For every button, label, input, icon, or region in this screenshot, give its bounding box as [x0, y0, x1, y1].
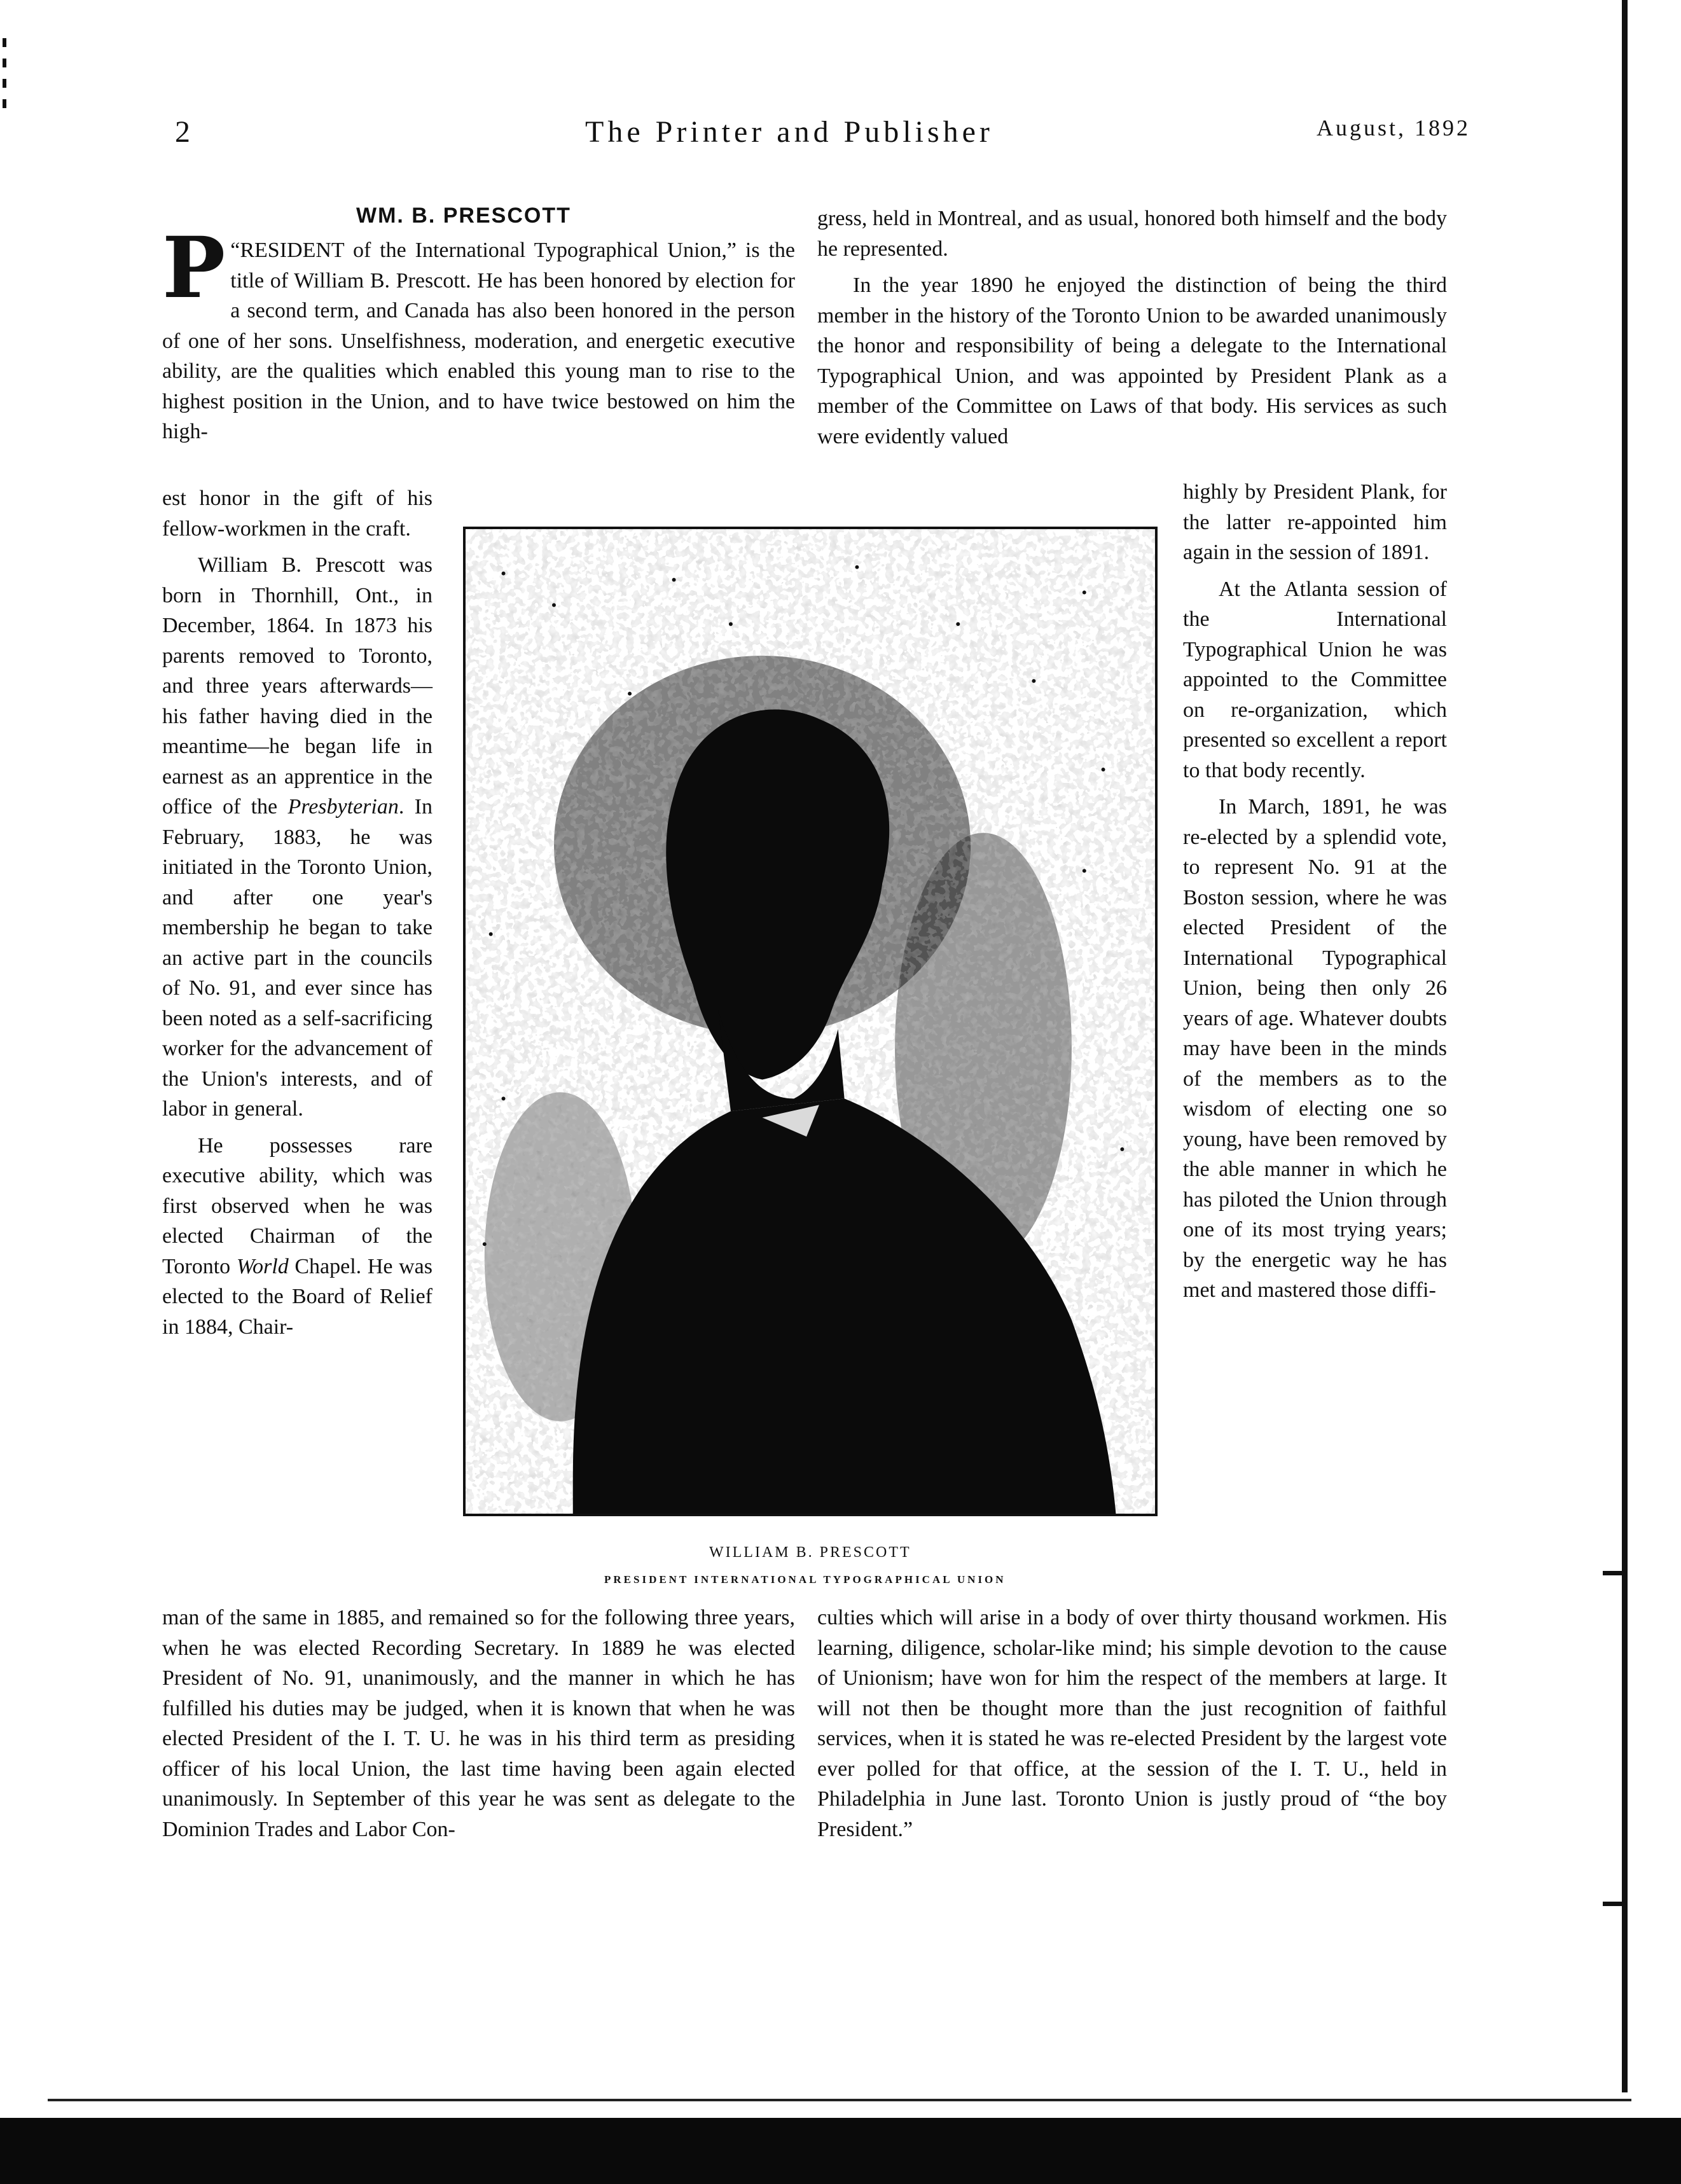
- scan-edge-tick: [1603, 1902, 1627, 1906]
- article-intro: [162, 219, 795, 447]
- paragraph: highly by President Plank, for the latter re-appointed him again in the session of 1891.: [1183, 480, 1447, 564]
- paragraph: He possesses rare executive ability, which was first observed when he was elected Chairman of the Toronto World Chapel. He was elected to the Board of Relief in 1884, Chair-: [162, 1133, 433, 1339]
- drop-cap: P: [162, 219, 226, 317]
- scan-bottom-band: [0, 2118, 1681, 2184]
- left-narrow-column: [162, 477, 432, 1342]
- scan-edge-rule: [1622, 0, 1628, 2092]
- paragraph: est honor in the gift of his fellow-workmen in the craft.: [162, 487, 432, 541]
- scan-margin-marks: [3, 38, 6, 114]
- publication-title: The Printer and Publisher: [585, 115, 993, 149]
- paragraph: At the Atlanta session of the International Typographical Union he was appointed to the Committee on re-organization, which presented so excellent a report to that body recently.: [1183, 577, 1447, 782]
- issue-date: August, 1892: [1317, 115, 1471, 141]
- portrait-photo: [463, 527, 1158, 1516]
- portrait-silhouette: [466, 529, 1155, 1514]
- paragraph: William B. Prescott was born in Thornhill, Ont., in December, 1864. In 1873 his parents removed to Toronto, and three years afterwards—his father having died in the meantime—he began life in earnest as an apprentice in the office of the Presbyterian. In February, 1883, he was initiated in the Toronto Union, and after one year's membership he began to take an active part in the councils of No. 91, and ever since has been noted as a self-sacrificing worker for the advancement of the Union's interests, and of labor in general.: [162, 553, 432, 1121]
- intro-text: “RESIDENT of the International Typographical Union,” is the title of William B. Prescott. He has been honored by election for a second term, and Canada has also been honored in the person of one of her sons. Unselfishness, moderation, and energetic executive ability, are the qualities which enabled this young man to rise to the highest position in the Union, and to have twice bestowed on him the high-: [162, 238, 795, 443]
- paragraph: In March, 1891, he was re-elected by a splendid vote, to represent No. 91 at the Boston session, where he was elected President of the International Typographical Union, being then only 26 years of age. Whatever doubts may have been in the minds of the members as to the wisdom of electing one so young, have been removed by the able manner in which he has piloted the Union through one of its most trying years; by the energetic way he has met and mastered those diffi-: [1183, 795, 1447, 1302]
- paragraph: gress, held in Montreal, and as usual, honored both himself and the body he represented.: [817, 207, 1447, 261]
- scan-edge-tick: [1603, 1571, 1627, 1575]
- right-bottom-column: culties which will arise in a body of over thirty thousand workmen. His learning, diligence, scholar-like mind; his simple devotion to the cause of Unionism; have won for him the respect of the members at large. It will not then be thought more than the just recognition of faithful services, when it is stated he was re-elected President by the largest vote ever polled for that office, at the session of the I. T. U., held in Philadelphia in June last. Toronto Union is justly proud of “the boy President.”: [817, 1606, 1447, 1841]
- right-top-column: [817, 204, 1447, 452]
- portrait-caption-name: WILLIAM B. PRESCOTT: [709, 1544, 911, 1561]
- article-title: WM. B. PRESCOTT: [356, 204, 571, 228]
- right-narrow-column: [1183, 477, 1447, 1306]
- scan-bottom-rule: [48, 2099, 1631, 2101]
- left-bottom-column: man of the same in 1885, and remained so for the following three years, when he was elected Recording Secretary. In 1889 he was elected President of No. 91, unanimously, and the manner in which he has fulfilled his duties may be judged, when it is known that when he was elected President of the I. T. U. he was in his third term as presiding officer of his local Union, the last time having been again elected unanimously. In September of this year he was sent as delegate to the Dominion Trades and Labor Con-: [162, 1606, 795, 1841]
- paragraph: In the year 1890 he enjoyed the distinction of being the third member in the history of the Toronto Union to be awarded unanimously the honor and responsibility of being a delegate to the International Typographical Union, and was appointed by President Plank as a member of the Committee on Laws of that body. His services as such were evidently valued: [817, 273, 1447, 448]
- portrait-caption-title: PRESIDENT INTERNATIONAL TYPOGRAPHICAL UNION: [604, 1573, 1006, 1586]
- page-number: 2: [175, 115, 191, 149]
